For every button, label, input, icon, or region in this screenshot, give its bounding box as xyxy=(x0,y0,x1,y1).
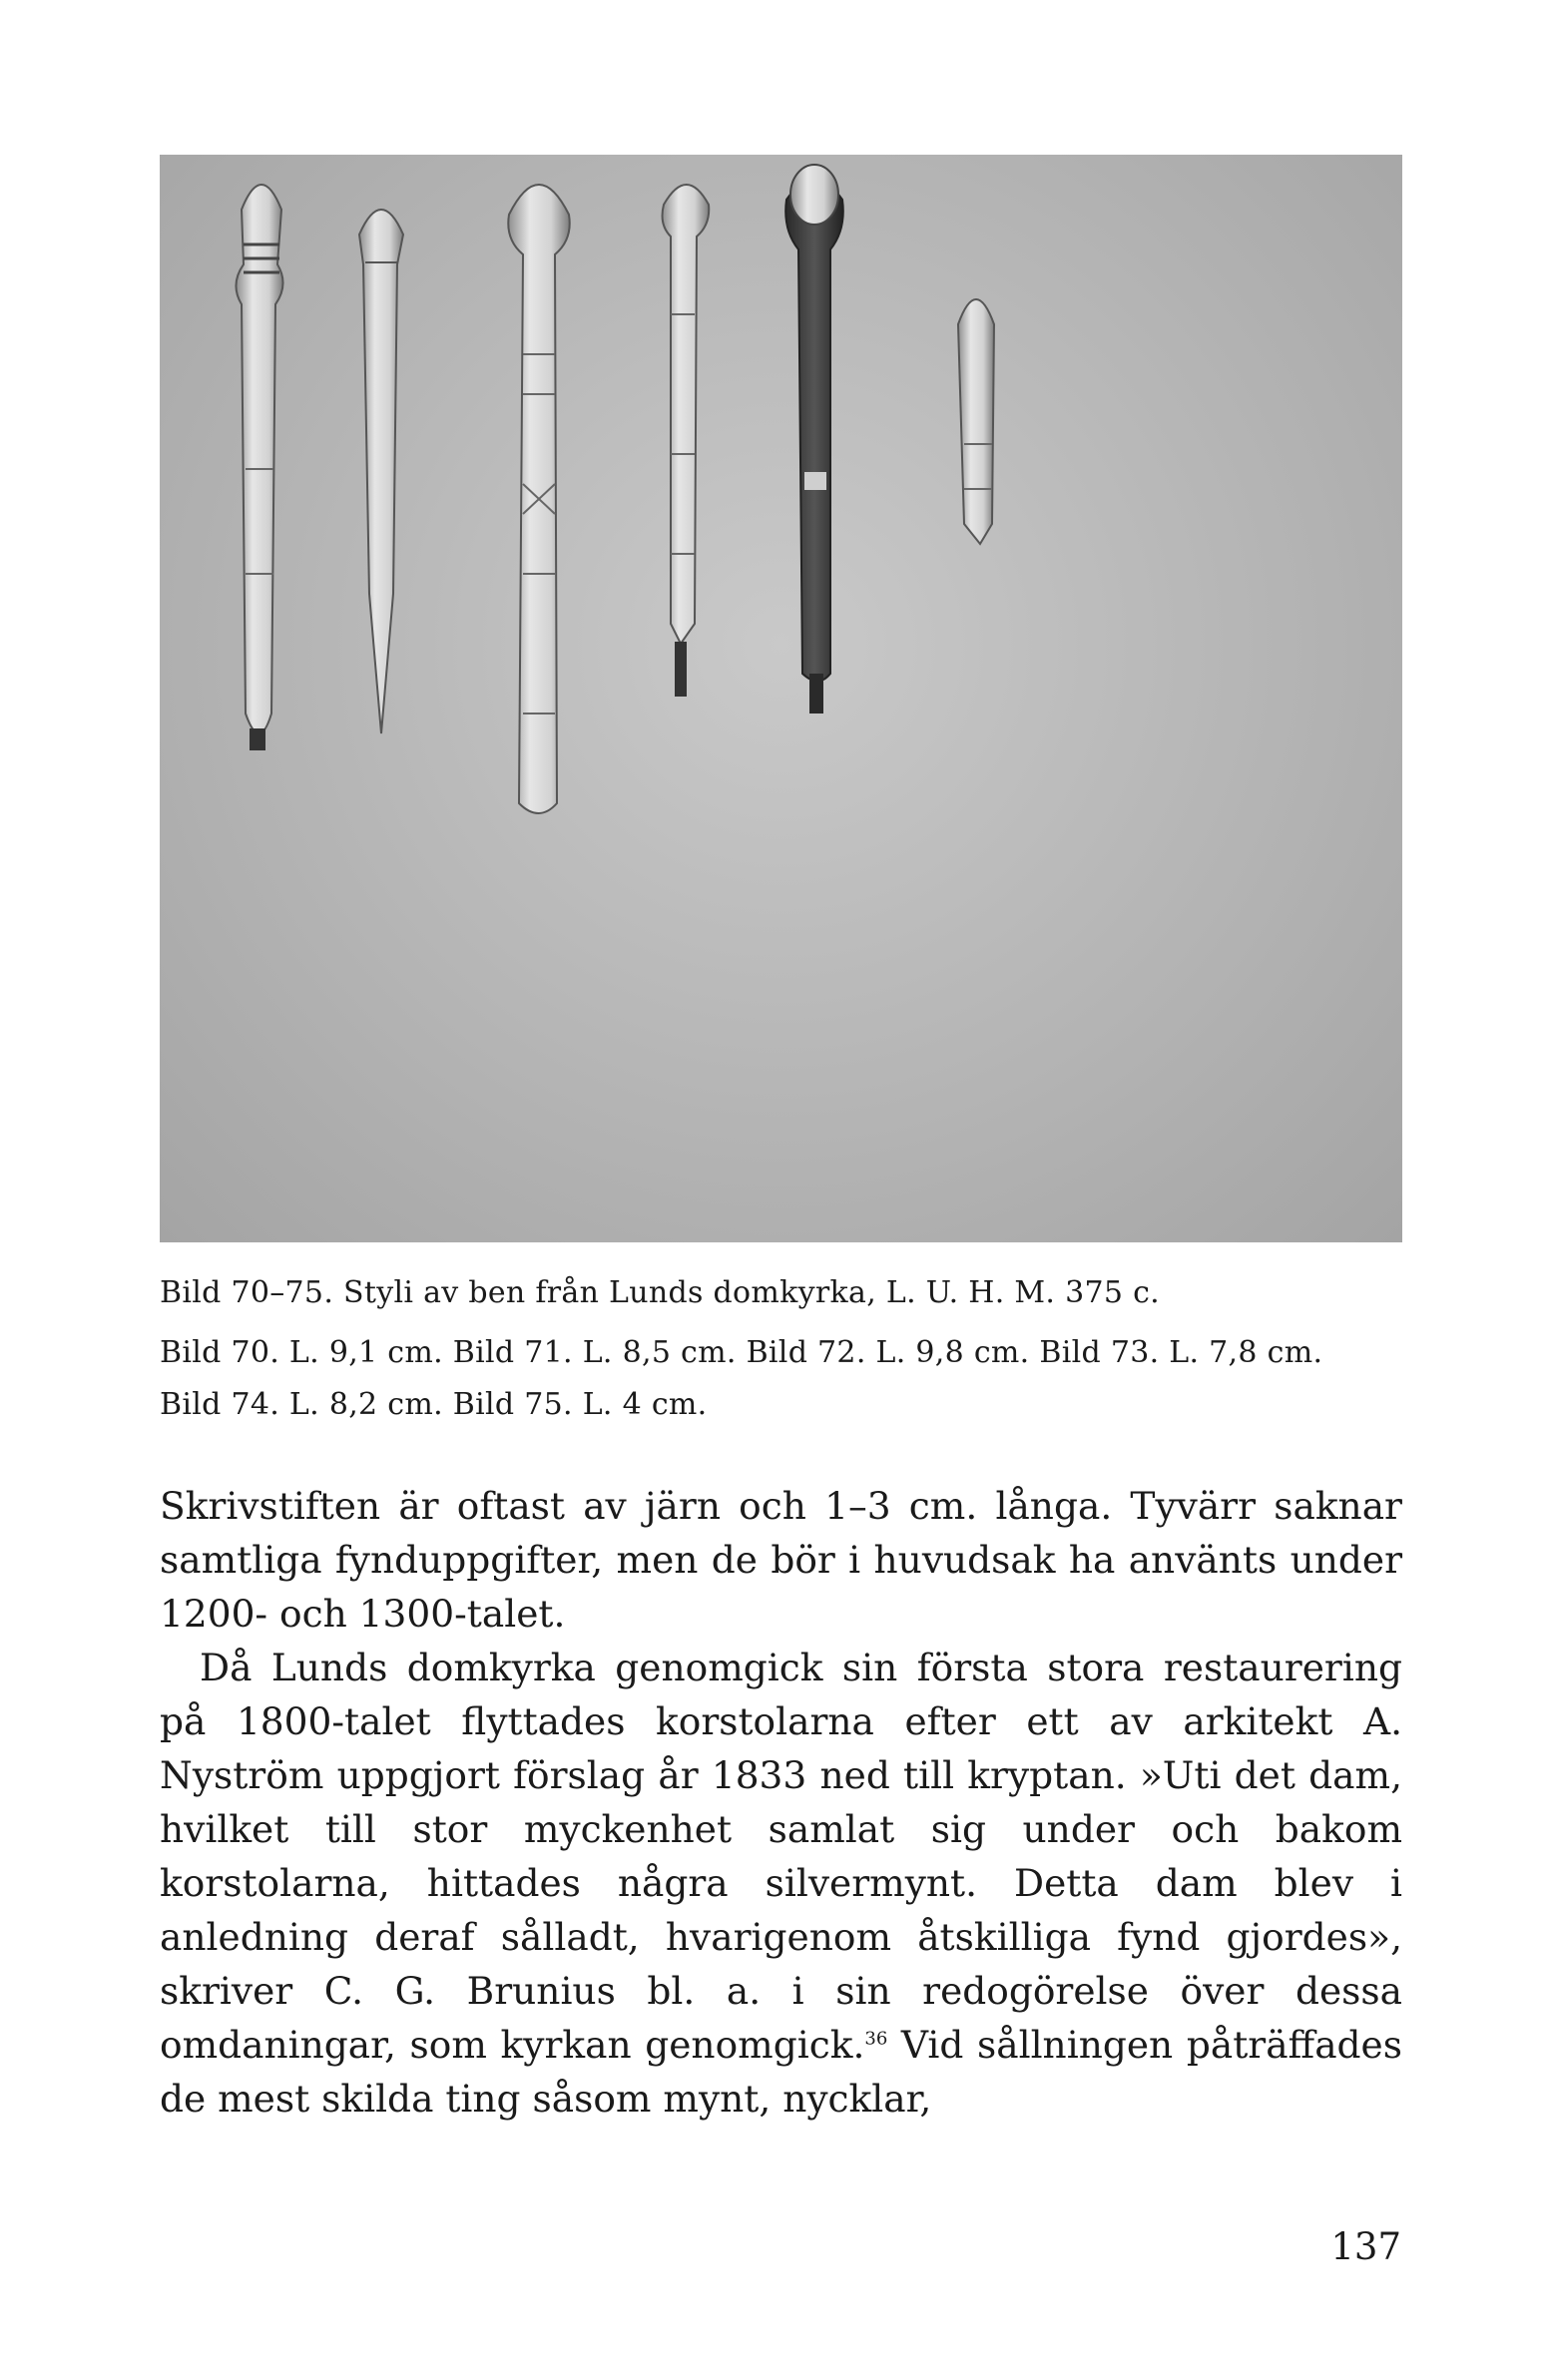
paragraph-text: Vid sållningen påträffades de mest skilda ting såsom mynt, nycklar, xyxy=(160,2023,1402,2121)
footnote-reference: 36 xyxy=(864,2028,888,2050)
figure-photo xyxy=(160,155,1402,1242)
bone-styli-photo-icon xyxy=(160,155,1402,1242)
caption-line: Bild 74. L. 8,2 cm. Bild 75. L. 4 cm. xyxy=(160,1387,708,1422)
paragraph xyxy=(160,1641,1402,2126)
body-text xyxy=(160,1479,1402,2126)
stylus-75 xyxy=(830,155,994,544)
stylus-70 xyxy=(236,185,282,750)
paragraph-text: Då Lunds domkyrka genomgick sin första stora restaurering på 1800-talet flyttades korstolarna efter ett av arkitekt A. Nyström uppgjort förslag år 1833 ned till kryptan. »Uti det dam, hvilket till stor myckenhet samlat sig under och bakom korstolarna, hittades några silvermynt. Detta dam blev i anledning deraf sålladt, hvarigenom åtskilliga fynd gjordes», skriver C. G. Brunius bl. a. i sin redogörelse över dessa omdaningar, som kyrkan genomgick. xyxy=(160,1646,1402,2067)
page-number: 137 xyxy=(1330,2225,1401,2268)
stylus-74 xyxy=(785,165,843,714)
caption-title: Bild 70–75. Styli av ben från Lunds domkyrka, L. U. H. M. 375 c. xyxy=(160,1275,1161,1310)
stylus-71 xyxy=(359,210,403,733)
figure-caption xyxy=(160,1267,1402,1431)
paragraph: Skrivstiften är oftast av järn och 1–3 cm. långa. Tyvärr saknar samtliga fynduppgifter, men de bör i huvudsak ha använts under 1200- och 1300-talet. xyxy=(160,1484,1402,1636)
stylus-72 xyxy=(508,185,569,813)
caption-line: Bild 70. L. 9,1 cm. Bild 71. L. 8,5 cm. Bild 72. L. 9,8 cm. Bild 73. L. 7,8 cm. xyxy=(160,1335,1323,1370)
stylus-73 xyxy=(663,185,710,697)
